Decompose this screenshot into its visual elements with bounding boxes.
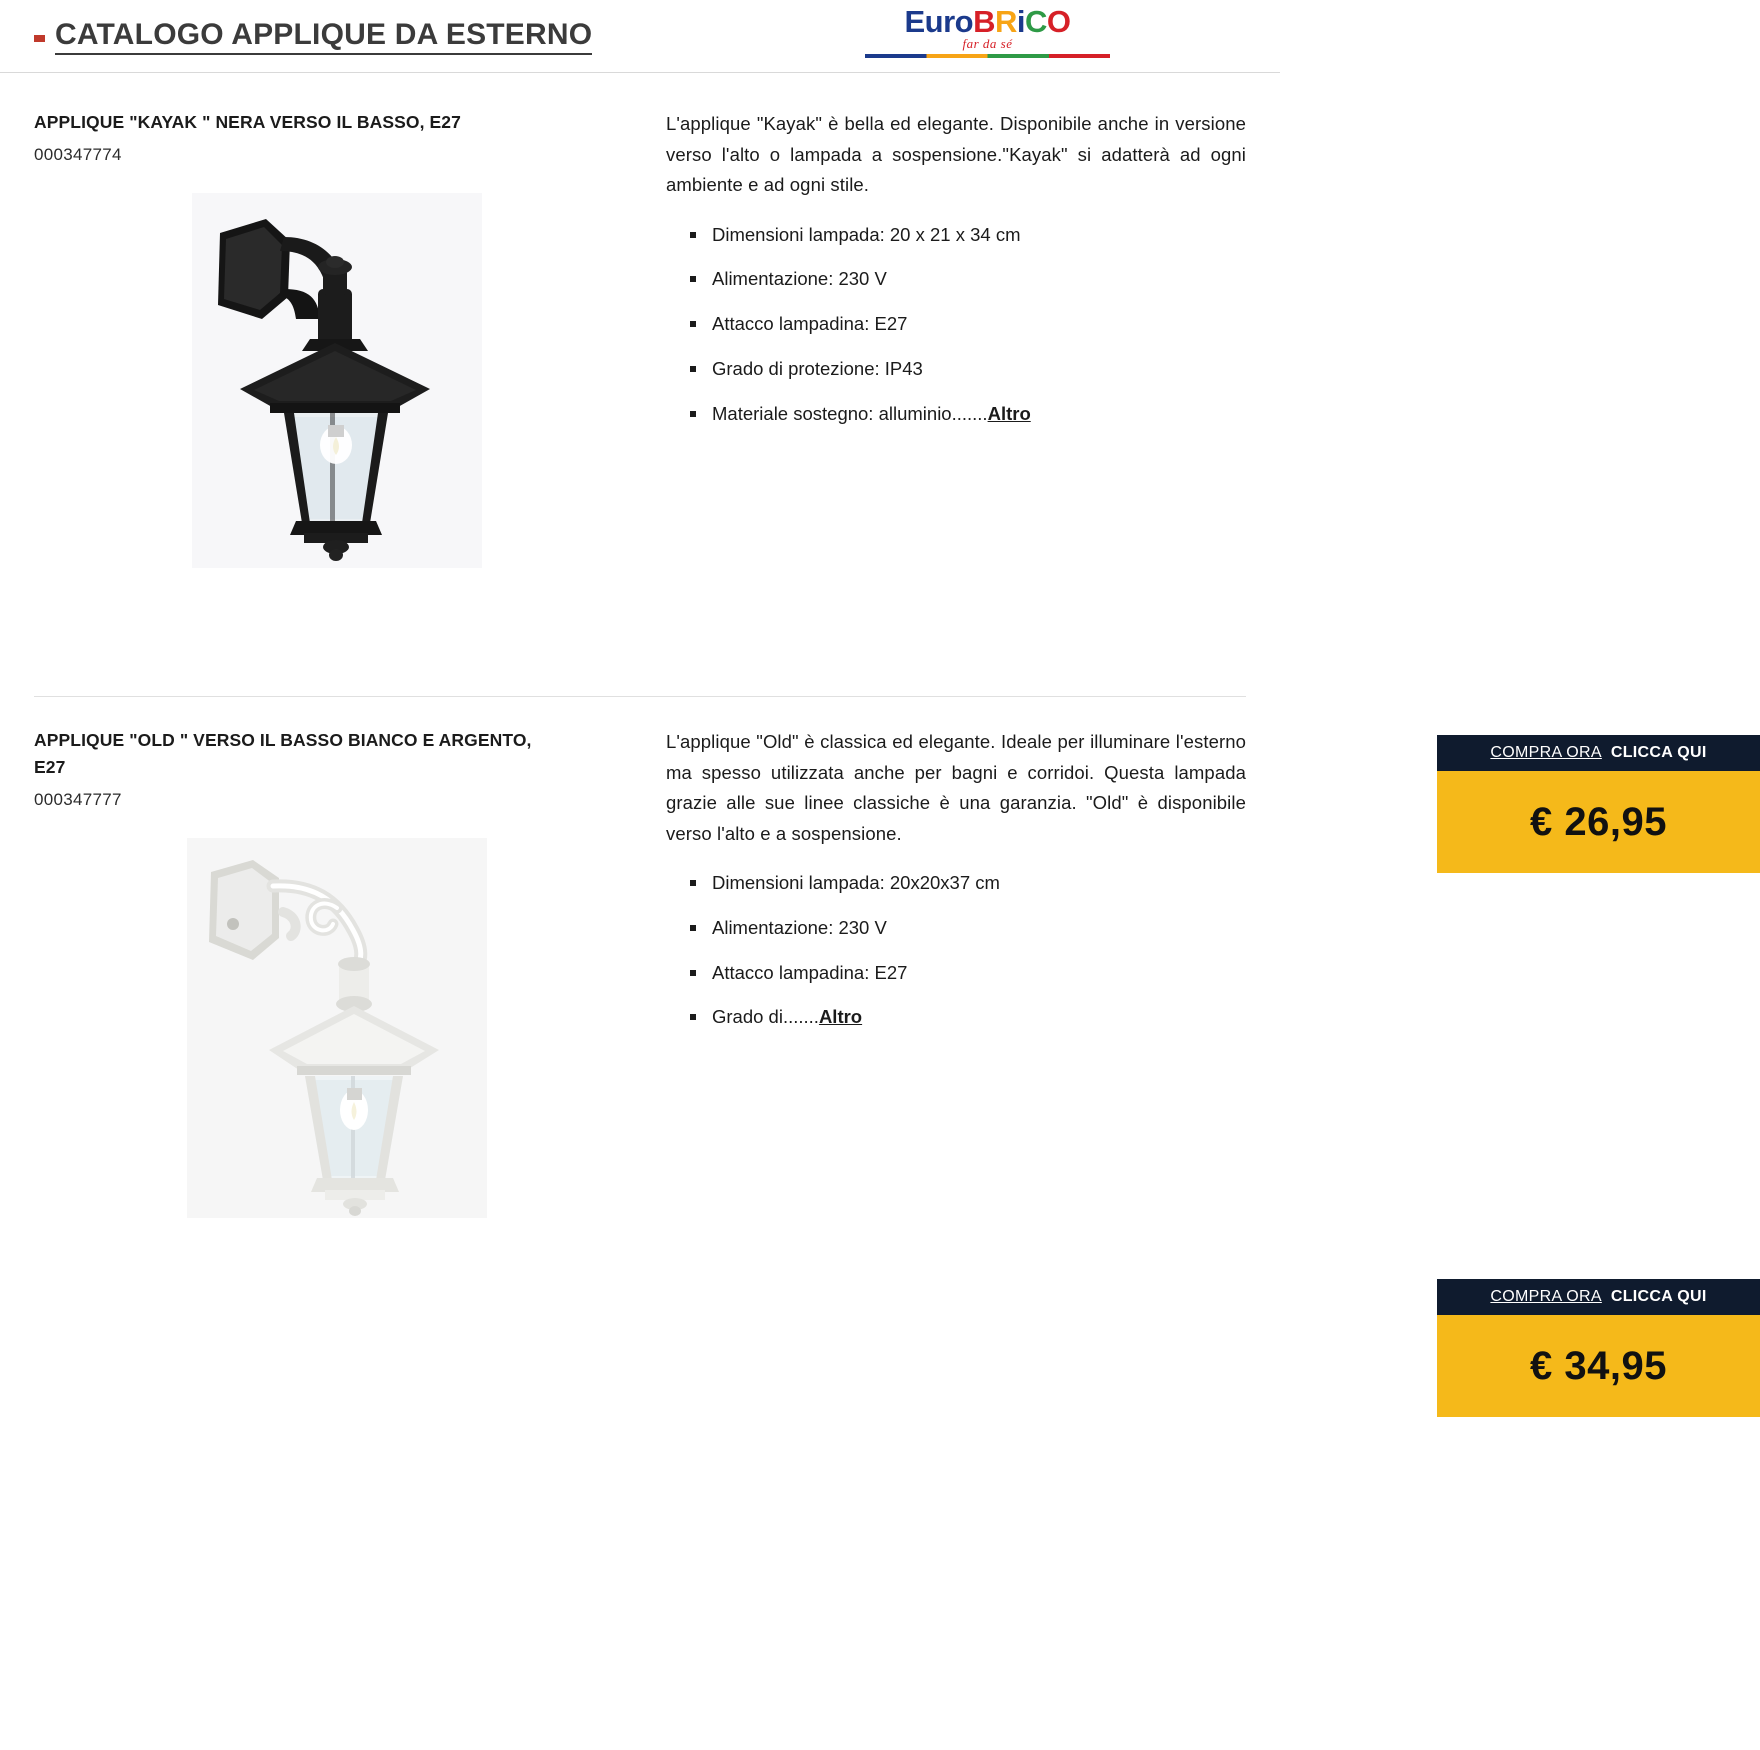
- product-code: 000347774: [34, 145, 122, 165]
- clicca-qui-label[interactable]: CLICCA QUI: [1610, 744, 1707, 761]
- logo-text-c: C: [1025, 4, 1047, 39]
- applique-kayak-nera-image: [192, 193, 482, 568]
- buy-box-header[interactable]: [1437, 1279, 1760, 1315]
- spec-text: Dimensioni lampada: 20x20x37 cm: [712, 872, 1000, 894]
- product-code: 000347777: [34, 790, 122, 810]
- list-item: [712, 265, 1246, 293]
- product-left-column: [34, 109, 639, 568]
- logo-text-o: O: [1046, 4, 1071, 39]
- clicca-qui-label[interactable]: CLICCA QUI: [1610, 1288, 1707, 1306]
- logo-tagline: far da sé: [962, 36, 1013, 51]
- list-item: [712, 914, 1246, 942]
- buy-box[interactable]: [1437, 735, 1760, 873]
- compra-ora-label[interactable]: COMPRA ORA: [1490, 1288, 1602, 1306]
- logo-wordmark: [865, 6, 1110, 37]
- list-item: [712, 869, 1246, 897]
- spec-text: Attacco lampadina: E27: [712, 961, 908, 983]
- buy-box-header[interactable]: [1437, 735, 1760, 771]
- product-price: € 26,95: [1437, 771, 1760, 873]
- spec-text: Dimensioni lampada: 20 x 21 x 34 cm: [712, 223, 1021, 245]
- logo-text-b: B: [973, 4, 995, 39]
- product-description: L'applique "Kayak" è bella ed elegante. Disponibile anche in versione verso l'alto o lampada a sospensione."Kayak" si adatterà ad ogni ambiente e ad ogni stile.: [666, 113, 1246, 196]
- spec-text: Attacco lampadina: E27: [712, 313, 908, 335]
- list-item: [712, 221, 1246, 249]
- logo-text-i: i: [1016, 4, 1025, 39]
- product-title: APPLIQUE "OLD " VERSO IL BASSO BIANCO E ARGENTO, E27: [34, 730, 532, 778]
- list-item: [712, 310, 1246, 338]
- compra-ora-label[interactable]: COMPRA ORA: [1490, 744, 1602, 761]
- spec-text: Alimentazione: 230 V: [712, 916, 887, 938]
- buy-box[interactable]: [1437, 1279, 1760, 1417]
- product-price: € 34,95: [1437, 1315, 1760, 1417]
- logo-text-euro: Euro: [904, 4, 974, 39]
- altro-link[interactable]: Altro: [987, 402, 1031, 424]
- logo-color-bar: [865, 54, 1110, 58]
- logo-text-r: R: [994, 4, 1017, 39]
- spec-text: Materiale sostegno: alluminio.......: [712, 402, 988, 424]
- product-description: L'applique "Old" è classica ed elegante. Ideale per illuminare l'esterno ma spesso utilizzata anche per bagni e corridoi. Questa lampada grazie alle sue linee classiche è una garanzia. "Old" è disponibile verso l'alto e a sospensione.: [666, 731, 1246, 844]
- product-spec-list: [666, 869, 1246, 1031]
- square-bullet-icon: [34, 35, 45, 42]
- spec-text: Alimentazione: 230 V: [712, 268, 887, 290]
- product-left-column: [34, 727, 639, 1218]
- applique-old-bianco-argento-image: [187, 838, 487, 1218]
- list-item: [712, 959, 1246, 987]
- page-title: CATALOGO APPLIQUE DA ESTERNO: [55, 18, 592, 55]
- spec-text: Grado di protezione: IP43: [712, 357, 923, 379]
- list-item: [712, 1003, 1246, 1031]
- list-item: [712, 400, 1246, 428]
- eurobrico-logo: [865, 6, 1110, 58]
- product-spec-list: [666, 221, 1246, 428]
- spec-text: Grado di.......: [712, 1006, 819, 1028]
- altro-link[interactable]: Altro: [818, 1006, 863, 1028]
- product-title: APPLIQUE "KAYAK " NERA VERSO IL BASSO, E27: [34, 112, 461, 132]
- page-header: [0, 0, 1280, 73]
- list-item: [712, 355, 1246, 383]
